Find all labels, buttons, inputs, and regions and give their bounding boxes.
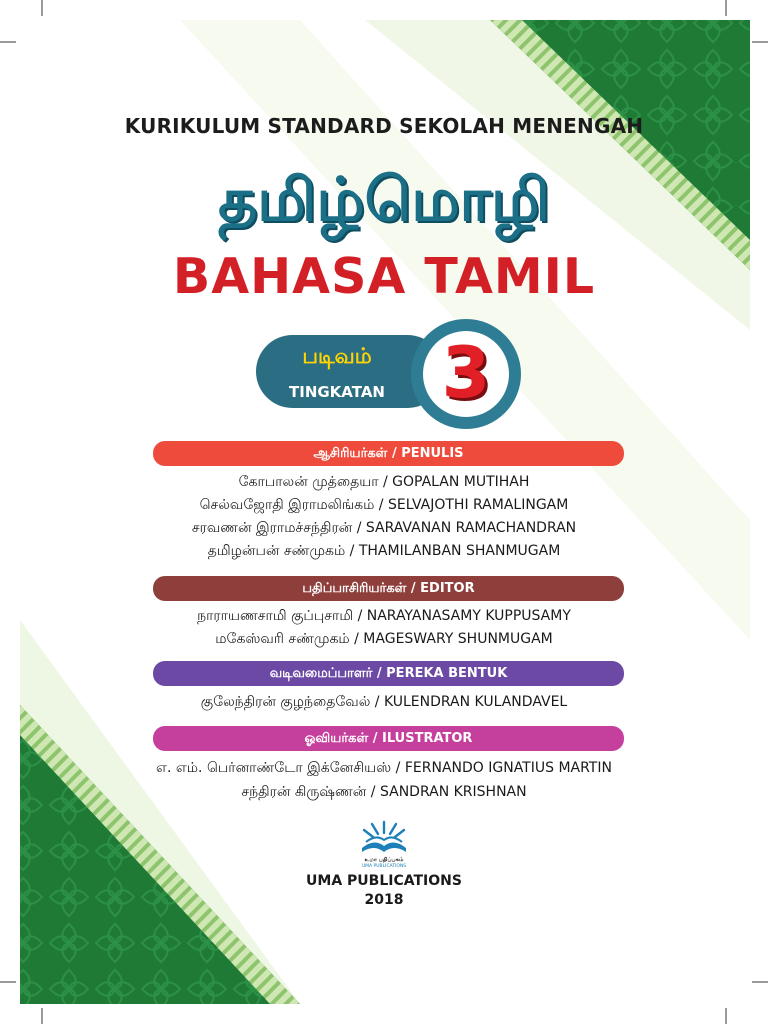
credit-name: தமிழன்பன் சண்முகம் / THAMILANBAN SHANMUGAM xyxy=(207,543,561,559)
credit-name: செல்வஜோதி இராமலிங்கம் / SELVAJOTHI RAMALINGAM xyxy=(199,497,569,513)
credit-heading-editor: பதிப்பாசிரியர்கள் / EDITOR xyxy=(153,576,624,601)
publisher-name: UMA PUBLICATIONS xyxy=(306,873,462,889)
credit-heading-penulis: ஆசிரியர்கள் / PENULIS xyxy=(153,441,624,466)
title-malay: BAHASA TAMIL xyxy=(172,248,596,305)
grade-label-tamil: படிவம் xyxy=(302,344,372,368)
open-book-icon xyxy=(362,822,406,852)
credit-name: கோபாலன் முத்தையா / GOPALAN MUTIHAH xyxy=(238,474,530,490)
grade-number: 3 xyxy=(441,332,491,414)
logo-text-malay: UMA PUBLICATIONS xyxy=(361,864,407,869)
title-tamil: தமிழ்மொழி xyxy=(218,165,550,235)
credit-name: நாராயணசாமி குப்புசாமி / NARAYANASAMY KUPPUSAMY xyxy=(197,608,571,624)
credit-name: சந்திரன் கிருஷ்ணன் / SANDRAN KRISHNAN xyxy=(241,784,527,800)
logo-text-tamil: உமா பதிப்பகம் xyxy=(364,857,404,863)
credit-heading-illustrator: ஓவியர்கள் / ILUSTRATOR xyxy=(153,726,624,751)
credit-name: குலேந்திரன் குழந்தைவேல் / KULENDRAN KULANDAVEL xyxy=(200,694,568,710)
credit-heading-designer: வடிவமைப்பாளர் / PEREKA BENTUK xyxy=(153,661,624,686)
credit-name: எ. எம். பெர்னாண்டோ இக்னேசியஸ் / FERNANDO IGNATIUS MARTIN xyxy=(156,760,612,776)
grade-label-malay: TINGKATAN xyxy=(289,383,385,401)
publication-year: 2018 xyxy=(364,892,404,908)
credit-name: மகேஸ்வரி சண்முகம் / MAGESWARY SHUNMUGAM xyxy=(215,631,553,647)
credit-name: சரவணன் இராமச்சந்திரன் / SARAVANAN RAMACHANDRAN xyxy=(191,520,577,536)
curriculum-heading: KURIKULUM STANDARD SEKOLAH MENENGAH xyxy=(124,114,644,138)
